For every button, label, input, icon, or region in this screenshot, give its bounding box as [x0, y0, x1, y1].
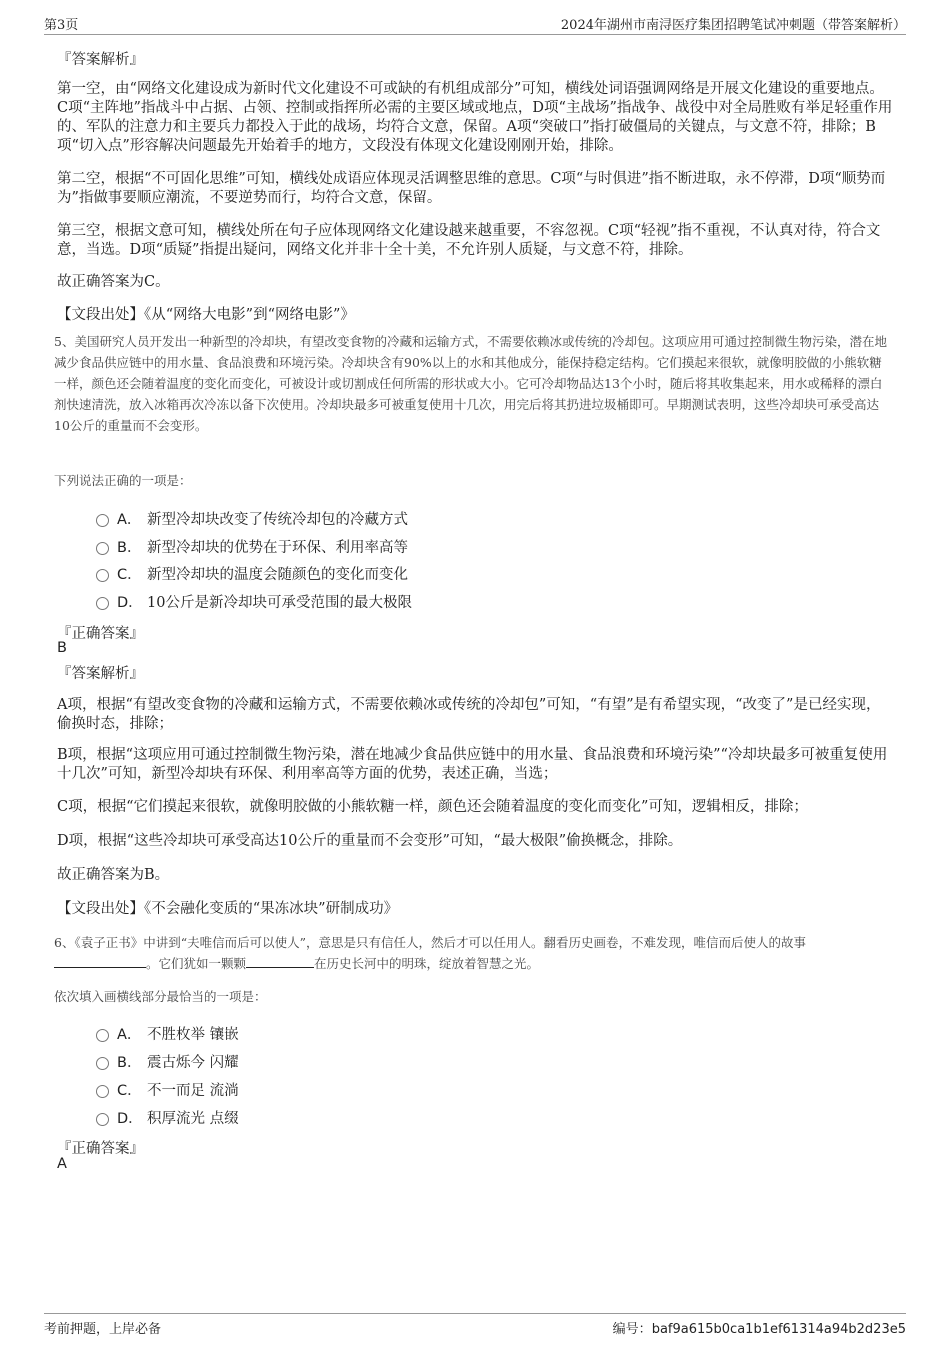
answer-blank-1: [54, 953, 146, 968]
q6-stem: [54, 932, 894, 974]
q5-stem: 5、美国研究人员开发出一种新型的冷却块，有望改变食物的冷藏和运输方式，不需要依赖冰或传统的冷却包。这项应用可通过控制微生物污染，潜在地减少食品供应链中的用水量、食品浪费和环境污染。冷却块含有90%以上的水和其他成分，能保持稳定结构。它们摸起来很软，就像明胶做的小熊软糖一样，颜色还会随着温度的变化而变化，可被设计或切割成任何所需的形状或大小。它可冷却物品达13个小时，随后将其收集起来，用水或稀释的漂白剂快速清洗，放入冰箱再次冷冻以备下次使用。冷却块最多可被重复使用十几次，用完后将其扔进垃圾桶即可。早期测试表明，这些冷却块可承受高达10公斤的重量而不会变形。: [54, 334, 887, 433]
page-header: [44, 14, 906, 35]
q5-source: 【文段出处】《不会融化变质的“果冻冰块”研制成功》: [57, 901, 399, 917]
q5-analysis-c: C项，根据“它们摸起来很软，就像明胶做的小熊软糖一样，颜色还会随着温度的变化而变化”可知，逻辑相反，排除；: [57, 799, 808, 815]
option-text: 震古烁今 闪耀: [147, 1055, 239, 1071]
option-key: B．: [117, 1055, 142, 1071]
option-text: 积厚流光 点缀: [147, 1111, 239, 1127]
option-key: C．: [117, 567, 142, 583]
radio-icon[interactable]: [96, 1085, 109, 1098]
option-text: 不胜枚举 镶嵌: [147, 1027, 239, 1043]
option-text: 不一而足 流淌: [147, 1083, 239, 1099]
q6-stem-part-2: 。它们犹如一颗颗: [146, 956, 247, 971]
q5-answer-label: 『正确答案』: [57, 626, 144, 642]
q5-conclusion: 故正确答案为B。: [57, 867, 170, 883]
option-key: A．: [117, 1027, 142, 1043]
q5-prompt: 下列说法正确的一项是：: [54, 473, 192, 488]
q4-source: 【文段出处】《从“网络大电影”到“网络电影”》: [57, 307, 355, 323]
q4-analysis-para-2: 第二空，根据“不可固化思维”可知，横线处成语应体现灵活调整思维的意思。C项“与时俱进”指不断进取，永不停滞，D项“顺势而为”指做事要顺应潮流，不要逆势而行，均符合文意，保留。: [57, 171, 886, 206]
option-key: D．: [117, 595, 143, 611]
option-key: A．: [117, 512, 142, 528]
radio-icon[interactable]: [96, 1113, 109, 1126]
q6-stem-part-1: 6、《袁子正书》中讲到“夫唯信而后可以使人”，意思是只有信任人，然后才可以任用人。翻看历史画卷，不难发现，唯信而后使人的故事: [54, 935, 806, 950]
q6-prompt: 依次填入画横线部分最恰当的一项是：: [54, 989, 267, 1004]
page-number: 第3页: [44, 18, 79, 33]
radio-icon[interactable]: [96, 1029, 109, 1042]
option-text: 新型冷却块改变了传统冷却包的冷藏方式: [147, 512, 408, 528]
option-text: 新型冷却块的温度会随颜色的变化而变化: [147, 567, 408, 583]
q5-answer: B: [57, 640, 67, 656]
q6-option-a[interactable]: [96, 1023, 239, 1044]
q4-analysis-para-3: 第三空，根据文意可知，横线处所在句子应体现网络文化建设越来越重要，不容忽视。C项“轻视”指不重视，不认真对待，符合文意，当选。D项“质疑”指提出疑问，网络文化并非十全十美，不允许别人质疑，与文意不符，排除。: [57, 223, 881, 258]
radio-icon[interactable]: [96, 569, 109, 582]
radio-icon[interactable]: [96, 514, 109, 527]
option-text: 新型冷却块的优势在于环保、利用率高等: [147, 540, 408, 556]
option-key: B．: [117, 540, 142, 556]
q4-conclusion: 故正确答案为C。: [57, 274, 170, 290]
q5-option-c[interactable]: [96, 563, 408, 584]
q5-option-b[interactable]: [96, 536, 408, 557]
radio-icon[interactable]: [96, 1057, 109, 1070]
radio-icon[interactable]: [96, 597, 109, 610]
footer-code-label: 编号：: [612, 1322, 652, 1337]
q6-stem-part-3: 在历史长河中的明珠，绽放着智慧之光。: [314, 956, 540, 971]
answer-blank-2: [246, 953, 314, 968]
q5-analysis-label: 『答案解析』: [57, 666, 144, 682]
q6-answer-label: 『正确答案』: [57, 1141, 144, 1157]
q5-analysis-b: B项，根据“这项应用可通过控制微生物污染，潜在地减少食品供应链中的用水量、食品浪费和环境污染”“冷却块最多可被重复使用十几次”可知，新型冷却块有环保、利用率高等方面的优势，表述正确，当选；: [57, 747, 888, 782]
q5-analysis-d: D项，根据“这些冷却块可承受高达10公斤的重量而不会变形”可知，“最大极限”偷换概念，排除。: [57, 833, 683, 849]
footer-slogan: 考前押题，上岸必备: [44, 1322, 162, 1337]
q4-analysis-label: 『答案解析』: [57, 52, 144, 68]
q4-analysis-para-1: 第一空，由“网络文化建设成为新时代文化建设不可或缺的有机组成部分”可知，横线处词语强调网络是开展文化建设的重要地点。C项“主阵地”指战斗中占据、占领、控制或指挥所必需的主要区域或地点，D项“主战场”指战争、战役中对全局胜败有举足轻重作用的、军队的注意力和主要兵力都投入于此的战场，均符合文意，保留。A项“突破口”指打破僵局的关键点，与文意不符，排除；B项“切入点”形容解决问题最先开始着手的地方，文段没有体现文化建设刚刚开始，排除。: [57, 81, 893, 154]
document-title: 2024年湖州市南浔医疗集团招聘笔试冲刺题（带答案解析）: [560, 18, 906, 33]
q5-option-d[interactable]: [96, 591, 412, 612]
radio-icon[interactable]: [96, 542, 109, 555]
q6-option-d[interactable]: [96, 1107, 239, 1128]
option-key: C．: [117, 1083, 142, 1099]
q6-answer: A: [57, 1156, 67, 1172]
option-key: D．: [117, 1111, 143, 1127]
option-text: 10公斤是新冷却块可承受范围的最大极限: [147, 595, 412, 611]
q5-analysis-a: A项，根据“有望改变食物的冷藏和运输方式，不需要依赖冰或传统的冷却包”可知，“有望”是有希望实现，“改变了”是已经实现，偷换时态，排除；: [57, 697, 881, 732]
q6-option-c[interactable]: [96, 1079, 239, 1100]
footer-code: [613, 1318, 906, 1337]
q5-option-a[interactable]: [96, 508, 408, 529]
q6-option-b[interactable]: [96, 1051, 239, 1072]
footer-code-value: baf9a615b0ca1b1ef61314a94b2d23e5: [651, 1322, 906, 1337]
page-footer: [44, 1313, 906, 1337]
